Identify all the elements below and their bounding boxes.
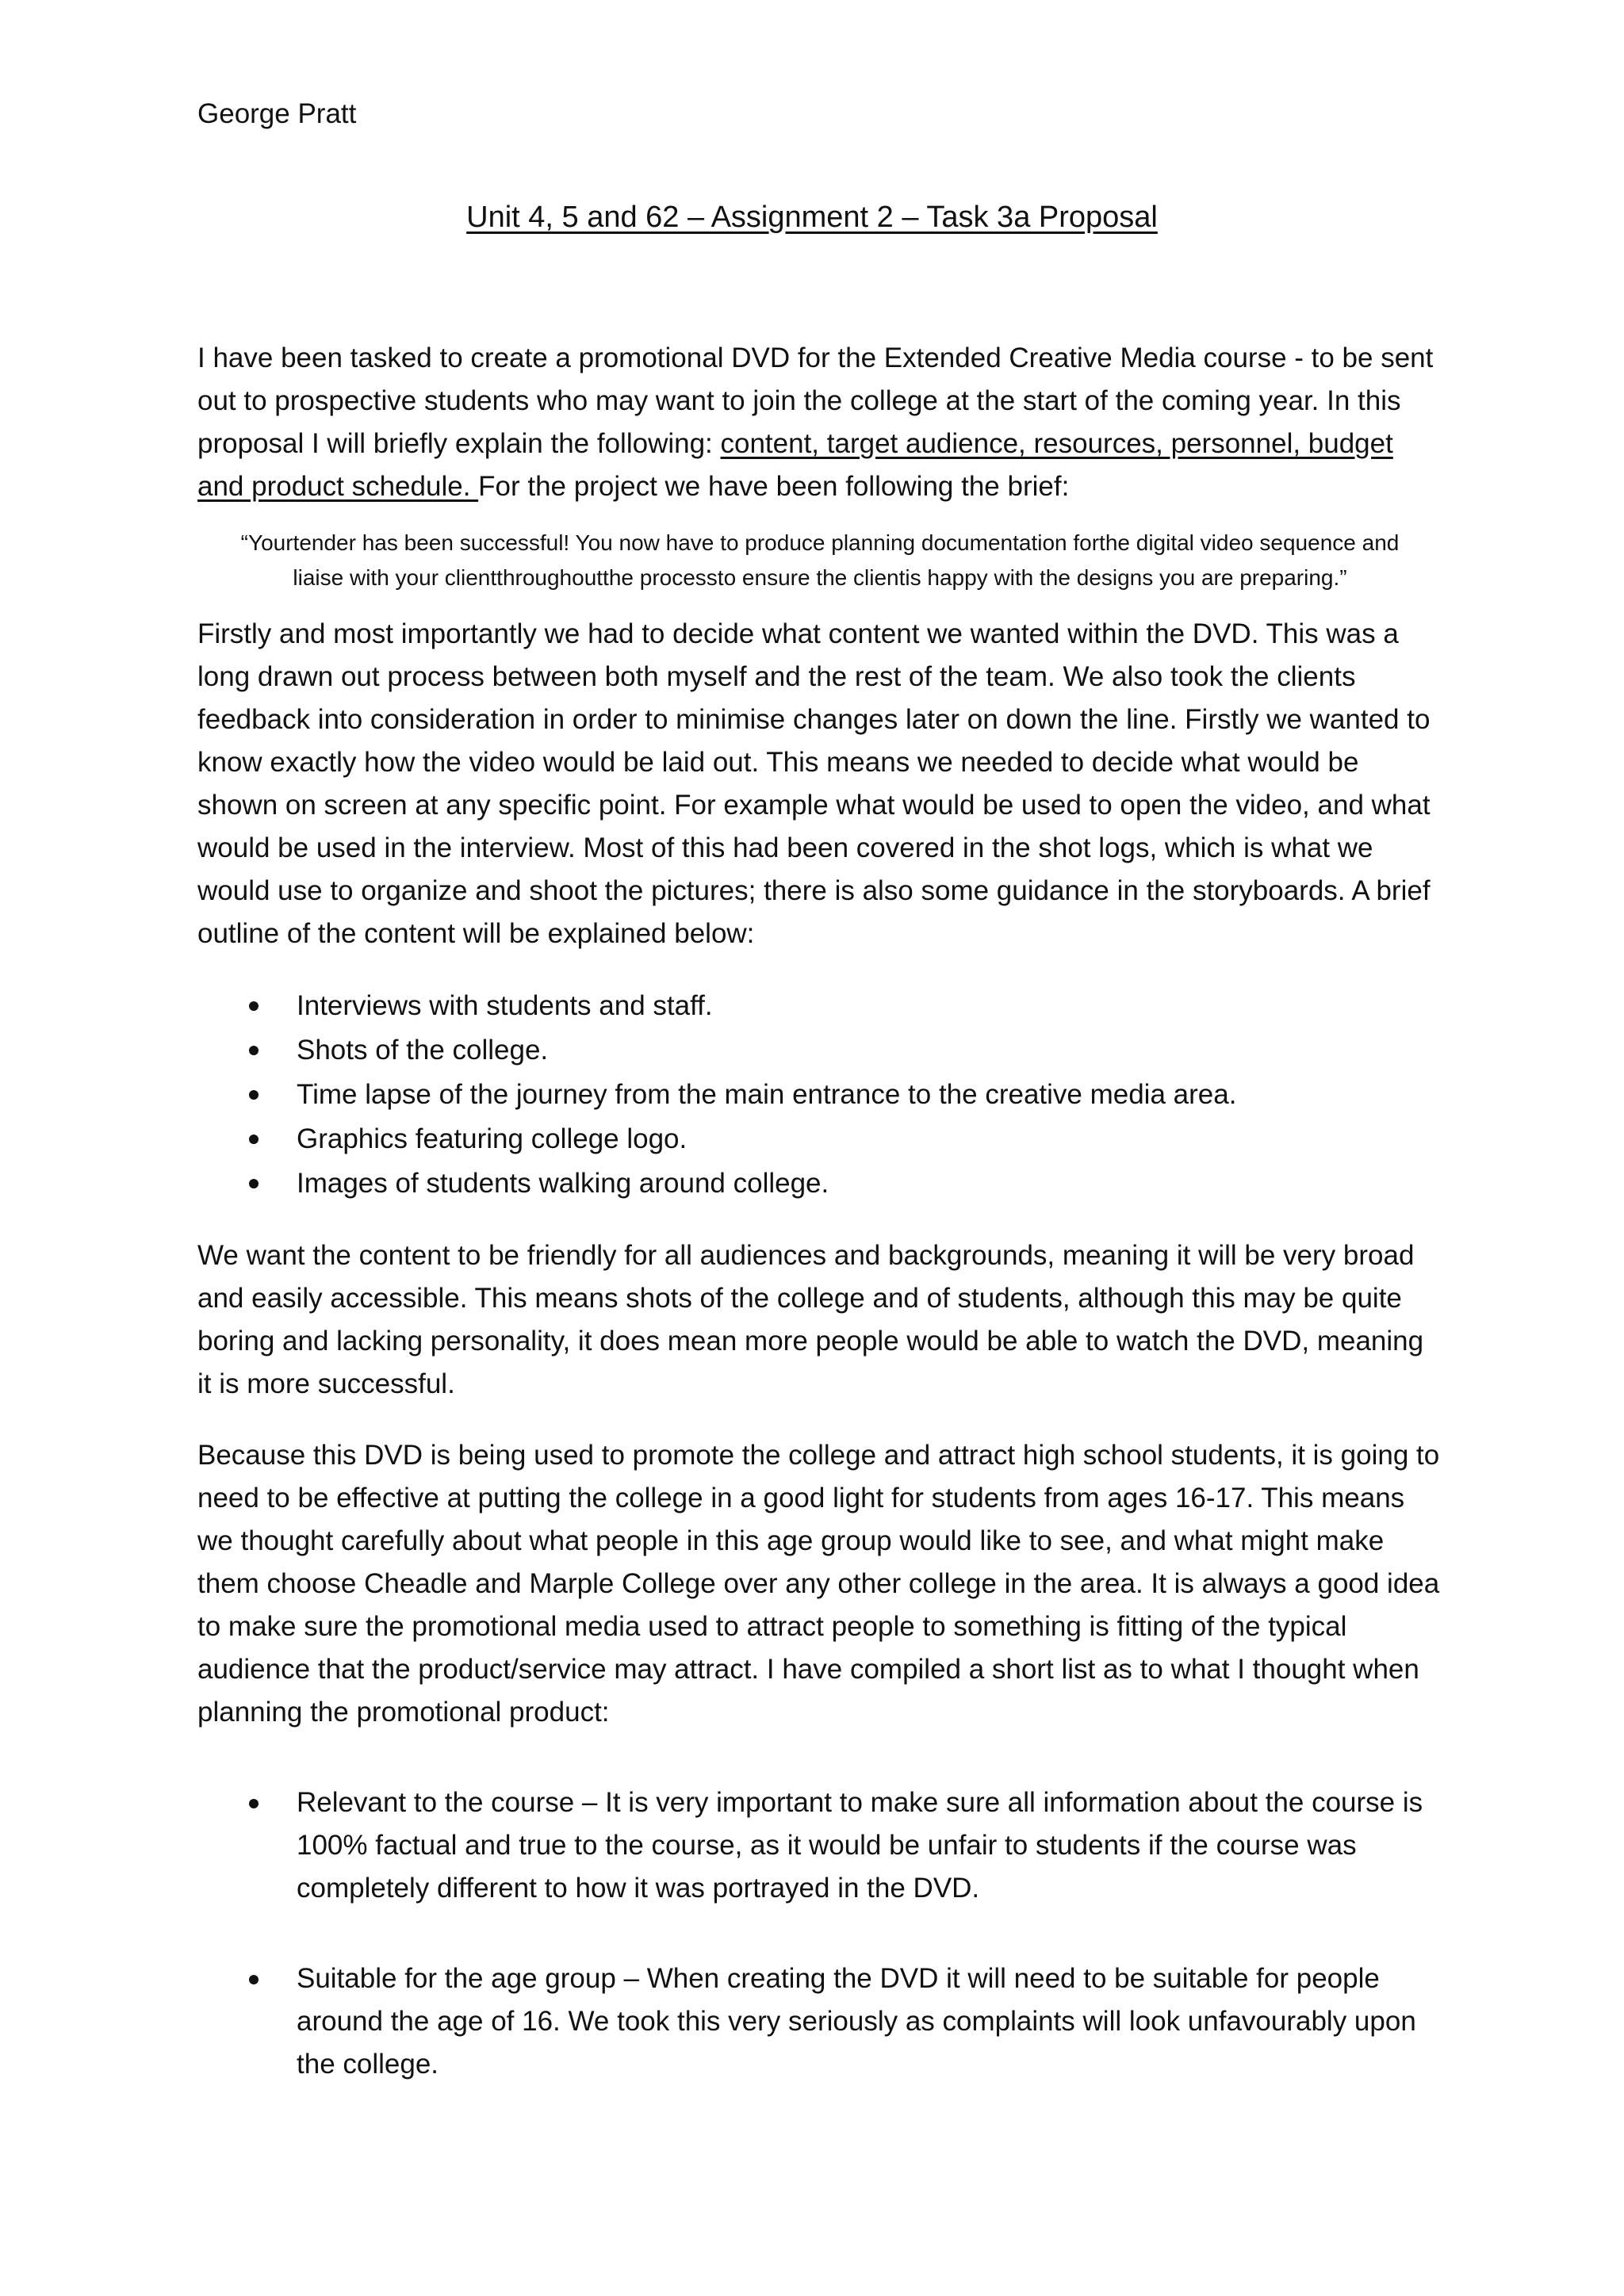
list-item-text: Images of students walking around college. (297, 1168, 829, 1199)
promotion-paragraph: Because this DVD is being used to promote the college and attract high school students, it is going to need to be effective at putting the college in a good light for students from ages 16-17. This means we thought carefully about what people in this age group would like to see, and what might make them choose Cheadle and Marple College over any other college in the area. It is always a good idea to make sure the promotional media used to attract people to something is fitting of the typical audience that the product/service may attract. I have compiled a short list as to what I thought when planning the promotional product: (197, 1440, 1440, 1728)
document-body (197, 337, 1442, 2133)
list-item-text: Graphics featuring college logo. (297, 1123, 688, 1154)
content-list (197, 984, 1442, 1206)
bullet-icon (249, 1975, 259, 1984)
list-item (197, 1117, 1442, 1161)
list-item-text: Shots of the college. (297, 1035, 549, 1066)
list-item (197, 1957, 1442, 2086)
content-paragraph: Firstly and most importantly we had to decide what content we wanted within the DVD. This was a long drawn out process between both myself and the rest of the team. We also took the clients feedback into consideration in order to minimise changes later on down the line. Firstly we wanted to know exactly how the video would be laid out. This means we needed to decide what would be shown on screen at any specific point. For example what would be used to open the video, and what would be used in the interview. Most of this had been covered in the shot logs, which is what we would use to organize and shoot the pictures; there is also some guidance in the storyboards. A brief outline of the content will be explained below: (197, 618, 1431, 949)
list-item (197, 1781, 1442, 1910)
intro-underlined-topics: content, target audience, resources, personnel, budget and product schedule. (197, 428, 1393, 502)
intro-paragraph (197, 337, 1442, 508)
page-title (0, 197, 1624, 238)
planning-list (197, 1781, 1442, 2086)
bullet-icon (249, 1179, 259, 1188)
list-item-text: Relevant to the course – It is very important to make sure all information about the course is 100% factual and true to the course, as it would be unfair to students if the course was completely different to how it was portrayed in the DVD. (297, 1787, 1423, 1904)
audience-paragraph: We want the content to be friendly for all audiences and backgrounds, meaning it will be very broad and easily accessible. This means shots of the college and of students, although this may be quite boring and lacking personality, it does mean more people would be able to watch the DVD, meaning it is more successful. (197, 1240, 1424, 1399)
list-item (197, 1073, 1442, 1117)
list-item (197, 1028, 1442, 1073)
brief-quote: “Yourtender has been successful! You now have to produce planning documentation forthe digital video sequence and liaise with your clientthroughoutthe processto ensure the clientis happy with the designs you are preparing.” (240, 530, 1400, 590)
list-item-text: Interviews with students and staff. (297, 990, 713, 1021)
list-item-text: Suitable for the age group – When creating the DVD it will need to be suitable for people around the age of 16. We took this very seriously as complaints will look unfavourably upon the college. (297, 1963, 1416, 2080)
intro-brief-lead: For the project we have been following the brief: (478, 471, 1070, 502)
intro-text: I have been tasked to create a promotional DVD for the Extended Creative Media course - to be sent out to prospective students who may want to join the college at the start of the coming year. In this proposal I will briefly explain the following: (197, 342, 1434, 459)
bullet-icon (249, 1001, 259, 1011)
list-item (197, 984, 1442, 1028)
page-title-text: Unit 4, 5 and 62 – Assignment 2 – Task 3a Proposal (466, 201, 1158, 234)
list-item (197, 1161, 1442, 1206)
author-name: George Pratt (197, 98, 357, 129)
list-item-text: Time lapse of the journey from the main entrance to the creative media area. (297, 1079, 1237, 1110)
bullet-icon (249, 1799, 259, 1808)
bullet-icon (249, 1135, 259, 1144)
bullet-icon (249, 1046, 259, 1055)
bullet-icon (249, 1090, 259, 1100)
